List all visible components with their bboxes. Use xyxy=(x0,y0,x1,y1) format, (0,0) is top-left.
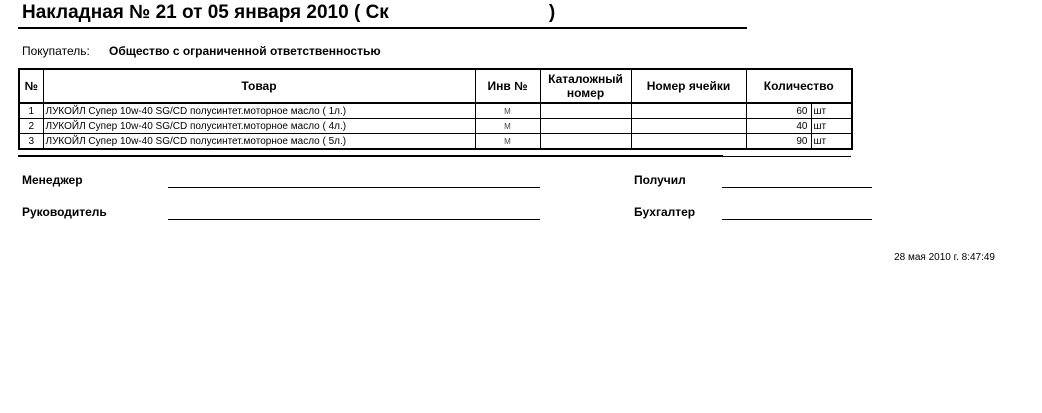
table-row xyxy=(19,103,852,119)
row-qty: 90 xyxy=(746,134,811,150)
table-row xyxy=(19,134,852,150)
table-bottom-rule xyxy=(18,155,723,157)
row-inv: М xyxy=(475,134,540,150)
row-unit: шт xyxy=(811,103,852,119)
header-inv: Инв № xyxy=(475,69,540,103)
row-catalog xyxy=(540,103,631,119)
row-cell xyxy=(631,134,746,150)
row-no: 1 xyxy=(19,103,43,119)
row-unit: шт xyxy=(811,119,852,134)
document-title-text: Накладная № 21 от 05 января 2010 ( Ск xyxy=(22,2,389,23)
director-label: Руководитель xyxy=(22,205,107,219)
table-bottom-rule-thin xyxy=(723,156,851,157)
header-qty: Количество xyxy=(746,69,852,103)
row-product: ЛУКОЙЛ Супер 10w-40 SG/CD полусинтет.моторное масло ( 1л.) xyxy=(43,103,475,119)
row-product: ЛУКОЙЛ Супер 10w-40 SG/CD полусинтет.моторное масло ( 5л.) xyxy=(43,134,475,150)
received-signature-line xyxy=(722,187,872,188)
title-underline xyxy=(18,27,747,29)
header-catalog: Каталожный номер xyxy=(540,69,631,103)
row-qty: 60 xyxy=(746,103,811,119)
director-signature-line xyxy=(168,219,540,220)
header-no: № xyxy=(19,69,43,103)
print-timestamp: 28 мая 2010 г. 8:47:49 xyxy=(894,252,995,263)
manager-label: Менеджер xyxy=(22,173,83,187)
table-row xyxy=(19,119,852,134)
row-no: 2 xyxy=(19,119,43,134)
header-product: Товар xyxy=(43,69,475,103)
document-title-close: ) xyxy=(548,2,556,23)
row-catalog xyxy=(540,134,631,150)
items-table xyxy=(18,68,853,150)
redacted-area xyxy=(389,4,549,22)
row-inv: М xyxy=(475,103,540,119)
row-cell xyxy=(631,103,746,119)
manager-signature-line xyxy=(168,187,540,188)
row-no: 3 xyxy=(19,134,43,150)
buyer-label: Покупатель: xyxy=(22,44,90,58)
document-title xyxy=(22,2,555,24)
row-inv: М xyxy=(475,119,540,134)
row-cell xyxy=(631,119,746,134)
accountant-label: Бухгалтер xyxy=(634,205,696,219)
table-header-row xyxy=(19,69,852,103)
received-label: Получил xyxy=(634,173,686,187)
buyer-name: Общество с ограниченной ответственностью xyxy=(109,44,381,58)
row-qty: 40 xyxy=(746,119,811,134)
row-product: ЛУКОЙЛ Супер 10w-40 SG/CD полусинтет.моторное масло ( 4л.) xyxy=(43,119,475,134)
row-unit: шт xyxy=(811,134,852,150)
row-catalog xyxy=(540,119,631,134)
header-cell: Номер ячейки xyxy=(631,69,746,103)
accountant-signature-line xyxy=(722,219,872,220)
